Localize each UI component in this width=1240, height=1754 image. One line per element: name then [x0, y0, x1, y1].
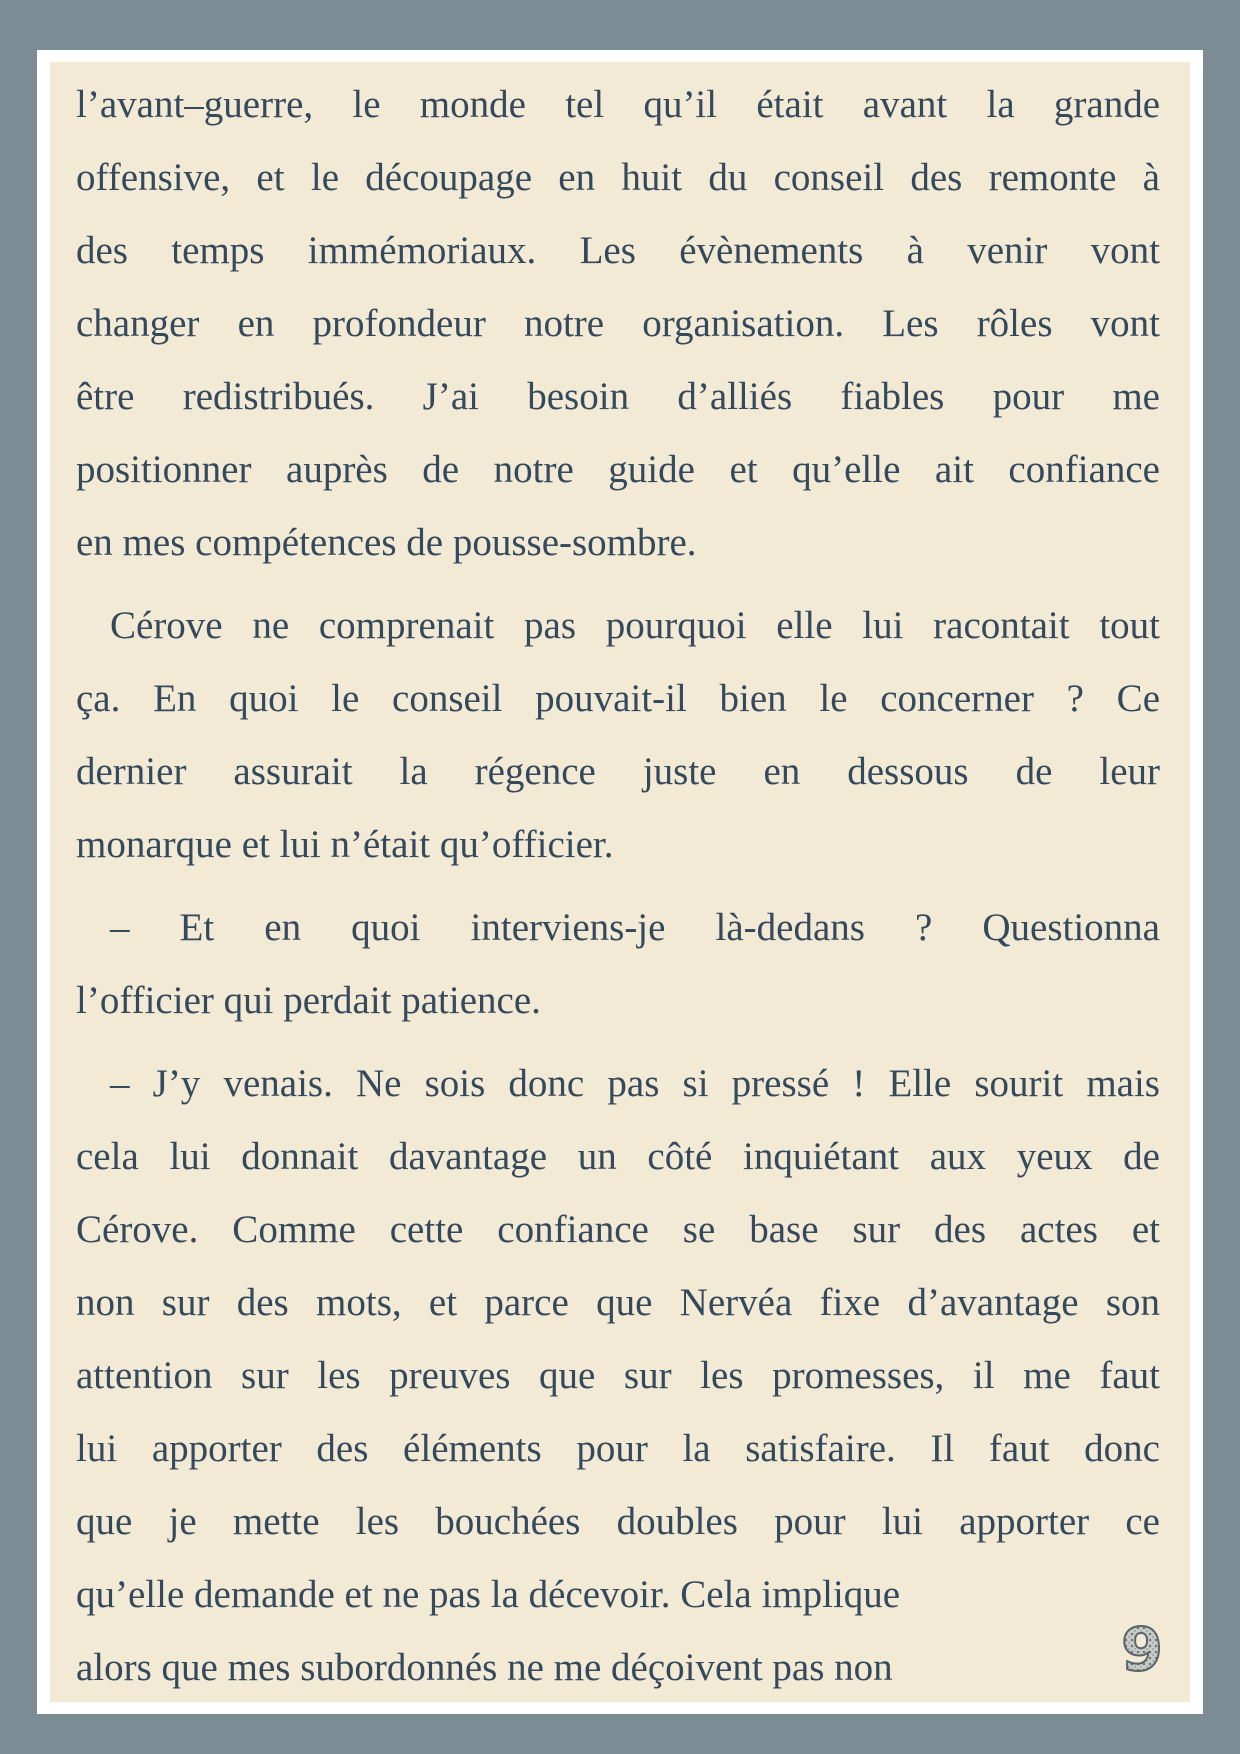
text-line: être redistribués. J’ai besoin d’alliés fiables pour me — [76, 375, 1160, 418]
text-line: offensive, et le découpage en huit du conseil des remonte à — [76, 156, 1160, 199]
paragraph-4 — [76, 1047, 1160, 1704]
text-line: dernier assurait la régence juste en dessous de leur — [76, 750, 1160, 793]
text-line: alors que mes subordonnés ne me déçoivent pas non — [76, 1646, 893, 1689]
paragraph-1 — [76, 68, 1160, 579]
text-line: que je mette les bouchées doubles pour lui apporter ce — [76, 1500, 1160, 1543]
text-line: positionner auprès de notre guide et qu’elle ait confiance — [76, 448, 1160, 491]
text-line: changer en profondeur notre organisation. Les rôles vont — [76, 302, 1160, 345]
paragraph-gap — [76, 1037, 1160, 1047]
paragraph-gap — [76, 881, 1160, 891]
text-line: non sur des mots, et parce que Nervéa fixe d’avantage son — [76, 1281, 1160, 1324]
text-line: – Et en quoi interviens-je là-dedans ? Questionna — [110, 906, 1160, 949]
paragraph-2 — [76, 589, 1160, 881]
text-line: lui apporter des éléments pour la satisfaire. Il faut donc — [76, 1427, 1160, 1470]
paragraph-3 — [76, 891, 1160, 1037]
text-line: l’avant–guerre, le monde tel qu’il était avant la grande — [76, 83, 1160, 126]
text-line: ça. En quoi le conseil pouvait-il bien le concerner ? Ce — [76, 677, 1160, 720]
text-line: attention sur les preuves que sur les promesses, il me faut — [76, 1354, 1160, 1397]
text-line: des temps immémoriaux. Les évènements à venir vont — [76, 229, 1160, 272]
page-number: 9 — [1121, 1615, 1163, 1680]
text-line: Cérove. Comme cette confiance se base sur des actes et — [76, 1208, 1160, 1251]
text-line: qu’elle demande et ne pas la décevoir. Cela implique — [76, 1573, 901, 1616]
text-line: – J’y venais. Ne sois donc pas si pressé ! Elle sourit mais — [110, 1062, 1160, 1105]
body-text — [76, 68, 1160, 1704]
paragraph-gap — [76, 579, 1160, 589]
book-page — [50, 62, 1190, 1702]
page-number-badge — [1112, 1614, 1172, 1680]
text-line: cela lui donnait davantage un côté inquiétant aux yeux de — [76, 1135, 1160, 1178]
text-line: en mes compétences de pousse-sombre. — [76, 521, 697, 564]
text-line: monarque et lui n’était qu’officier. — [76, 823, 614, 866]
text-line: Cérove ne comprenait pas pourquoi elle lui racontait tout — [110, 604, 1160, 647]
text-line: l’officier qui perdait patience. — [76, 979, 541, 1022]
